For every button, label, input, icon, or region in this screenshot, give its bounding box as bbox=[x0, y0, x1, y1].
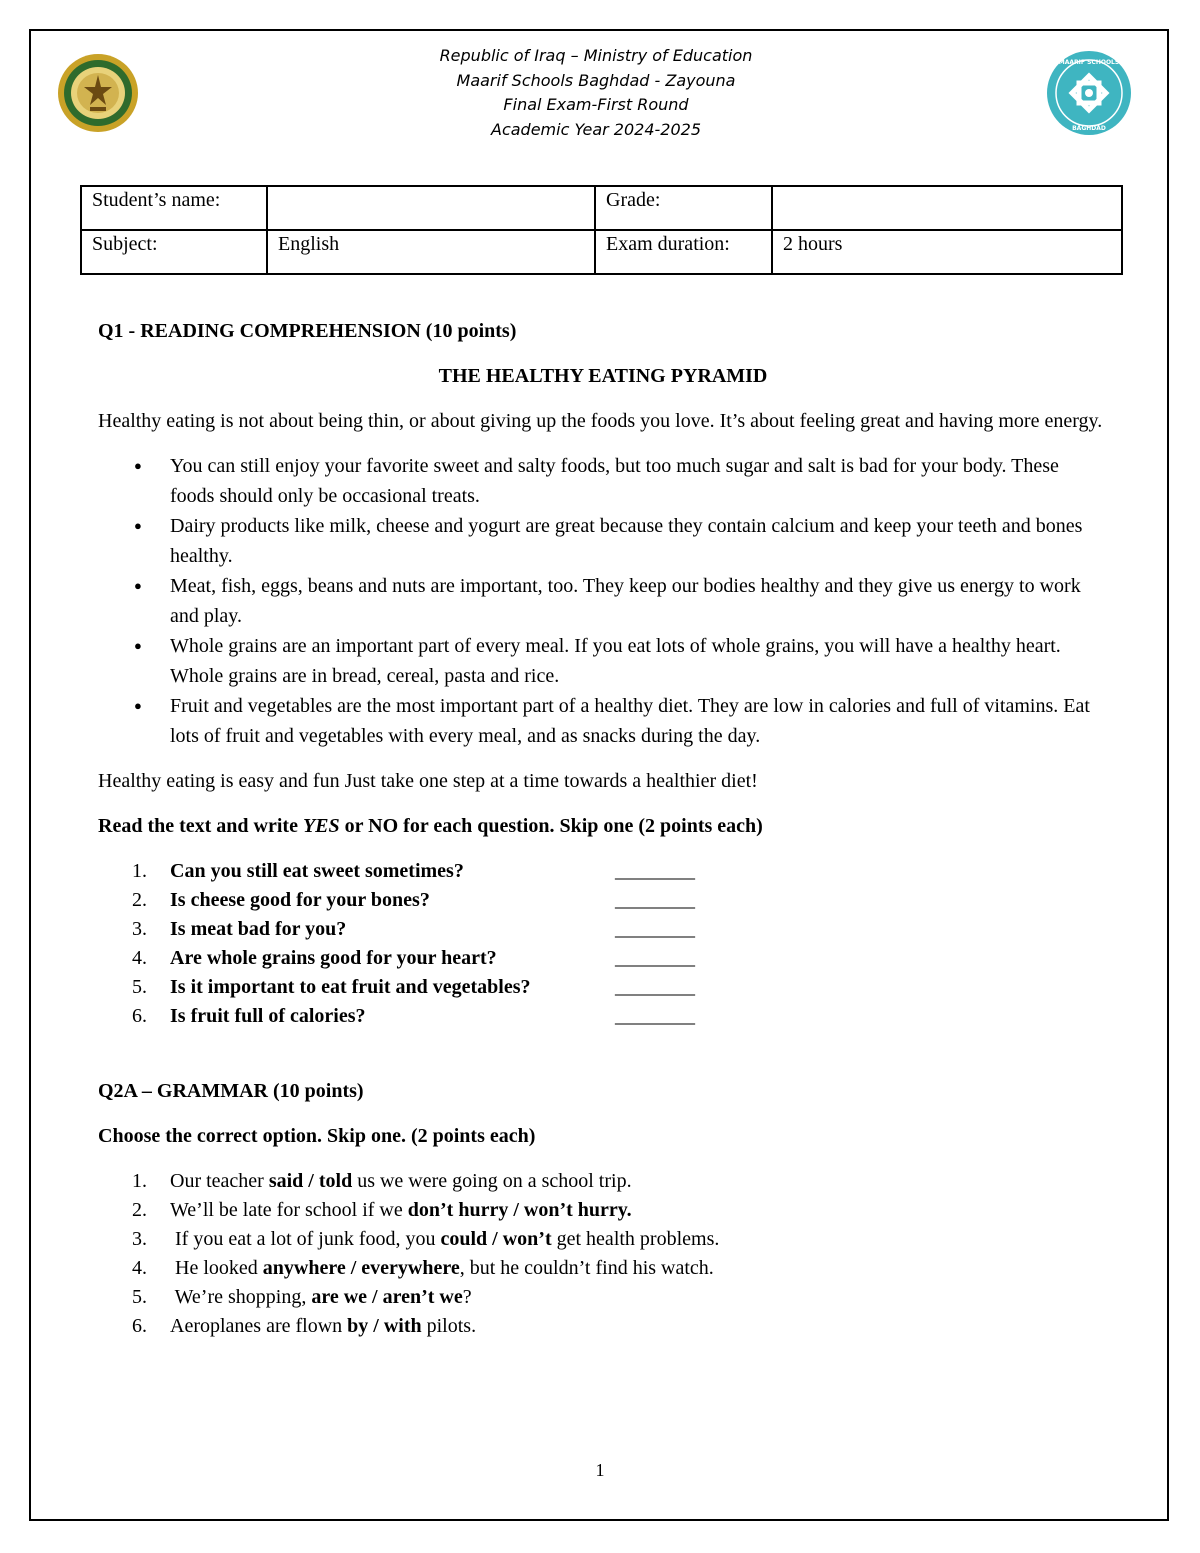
logo-text-bottom: BAGHDAD bbox=[1072, 125, 1106, 132]
answer-blank[interactable]: ________ bbox=[615, 1005, 695, 1027]
grammar-item bbox=[98, 1312, 1108, 1341]
item-number: 5. bbox=[132, 1286, 147, 1308]
item-number: 6. bbox=[132, 1315, 147, 1337]
item-pre: Aeroplanes are flown bbox=[170, 1315, 348, 1337]
item-post: , but he couldn’t find his watch. bbox=[459, 1257, 714, 1279]
q2a-heading: Q2A – GRAMMAR (10 points) bbox=[98, 1080, 364, 1102]
question-text: Can you still eat sweet sometimes? bbox=[170, 860, 464, 882]
q1-questions bbox=[98, 857, 1108, 1031]
answer-blank[interactable]: ________ bbox=[615, 889, 695, 911]
question-number: 5. bbox=[132, 976, 147, 998]
item-options[interactable]: said / told bbox=[268, 1170, 353, 1192]
maarif-schools-logo bbox=[1046, 50, 1132, 136]
answer-blank[interactable]: ________ bbox=[615, 918, 695, 940]
item-number: 3. bbox=[132, 1228, 147, 1250]
q2a-instruction: Choose the correct option. Skip one. (2 points each) bbox=[98, 1125, 536, 1147]
answer-blank[interactable]: ________ bbox=[615, 860, 695, 882]
item-options[interactable]: anywhere / everywhere bbox=[262, 1257, 460, 1279]
question-number: 4. bbox=[132, 947, 147, 969]
duration-value: 2 hours bbox=[772, 230, 1122, 274]
item-pre: We’re shopping, bbox=[170, 1286, 312, 1308]
grammar-item bbox=[98, 1167, 1108, 1196]
question-item bbox=[98, 886, 1108, 915]
list-item: ● Fruit and vegetables are the most important part of a healthy diet. They are low in calories and full of vitamins. Eat lots of fruit and vegetables with every meal, and as snacks during the day. bbox=[98, 691, 1108, 751]
grammar-item bbox=[98, 1225, 1108, 1254]
list-item: ● You can still enjoy your favorite sweet and salty foods, but too much sugar and salt is bad for your body. These foods should only be occasional treats. bbox=[98, 451, 1108, 511]
item-number: 2. bbox=[132, 1199, 147, 1221]
name-label: Student’s name: bbox=[81, 186, 267, 230]
grammar-item bbox=[98, 1283, 1108, 1312]
answer-blank[interactable]: ________ bbox=[615, 947, 695, 969]
question-text: Are whole grains good for your heart? bbox=[170, 947, 497, 969]
logo-text-top: MAARIF SCHOOLS bbox=[1058, 59, 1120, 66]
item-post: us we were going on a school trip. bbox=[352, 1170, 632, 1192]
header-ministry: Republic of Iraq – Ministry of Education bbox=[439, 46, 753, 65]
q2a-items bbox=[98, 1167, 1108, 1341]
reading-intro: Healthy eating is not about being thin, or about giving up the foods you love. It’s about feeling great and having more energy. bbox=[98, 410, 1103, 432]
item-options[interactable]: don’t hurry / won’t hurry. bbox=[407, 1199, 632, 1221]
q1-instruction bbox=[98, 811, 1108, 841]
subject-label: Subject: bbox=[81, 230, 267, 274]
item-post: get health problems. bbox=[551, 1228, 720, 1250]
item-pre: He looked bbox=[170, 1257, 263, 1279]
header-school: Maarif Schools Baghdad - Zayouna bbox=[456, 70, 736, 90]
question-number: 2. bbox=[132, 889, 147, 911]
document-header bbox=[300, 44, 892, 142]
subject-value: English bbox=[267, 230, 595, 274]
instruction-yes: YES bbox=[302, 815, 340, 837]
question-item bbox=[98, 915, 1108, 944]
question-number: 6. bbox=[132, 1005, 147, 1027]
name-field[interactable] bbox=[267, 186, 595, 230]
ministry-seal-logo bbox=[57, 53, 139, 133]
list-item: ● Whole grains are an important part of every meal. If you eat lots of whole grains, you will have a healthy heart. Whole grains are in bread, cereal, pasta and rice. bbox=[98, 631, 1108, 691]
grammar-item bbox=[98, 1254, 1108, 1283]
item-pre: We’ll be late for school if we bbox=[170, 1199, 408, 1221]
question-number: 1. bbox=[132, 860, 147, 882]
item-number: 1. bbox=[132, 1170, 147, 1192]
item-options[interactable]: are we / aren’t we bbox=[311, 1286, 463, 1308]
item-pre: Our teacher bbox=[170, 1170, 269, 1192]
question-text: Is meat bad for you? bbox=[170, 918, 347, 940]
instruction-post: or NO for each question. Skip one (2 points each) bbox=[339, 815, 763, 837]
duration-label: Exam duration: bbox=[595, 230, 772, 274]
list-item: ● Dairy products like milk, cheese and yogurt are great because they contain calcium and keep your teeth and bones healthy. bbox=[98, 511, 1108, 571]
question-item bbox=[98, 1002, 1108, 1031]
question-item bbox=[98, 973, 1108, 1002]
q1-heading: Q1 - READING COMPREHENSION (10 points) bbox=[98, 320, 517, 342]
grammar-item bbox=[98, 1196, 1108, 1225]
question-item bbox=[98, 944, 1108, 973]
item-options[interactable]: could / won’t bbox=[440, 1228, 552, 1250]
grade-label: Grade: bbox=[595, 186, 772, 230]
exam-content bbox=[98, 316, 1108, 1341]
reading-closing: Healthy eating is easy and fun Just take one step at a time towards a healthier diet! bbox=[98, 770, 758, 792]
instruction-pre: Read the text and write bbox=[98, 815, 303, 837]
reading-title: THE HEALTHY EATING PYRAMID bbox=[438, 365, 768, 387]
reading-bullets bbox=[98, 451, 1108, 751]
question-text: Is it important to eat fruit and vegetables? bbox=[170, 976, 531, 998]
header-exam: Final Exam-First Round bbox=[503, 95, 689, 114]
question-text: Is fruit full of calories? bbox=[170, 1005, 366, 1027]
page-number: 1 bbox=[595, 1460, 605, 1480]
header-year: Academic Year 2024-2025 bbox=[491, 119, 701, 139]
item-pre: If you eat a lot of junk food, you bbox=[170, 1228, 441, 1250]
question-number: 3. bbox=[132, 918, 147, 940]
list-item: ● Meat, fish, eggs, beans and nuts are important, too. They keep our bodies healthy and they give us energy to work and play. bbox=[98, 571, 1108, 631]
item-post: ? bbox=[462, 1286, 472, 1308]
question-item bbox=[98, 857, 1108, 886]
question-text: Is cheese good for your bones? bbox=[170, 889, 430, 911]
grade-field[interactable] bbox=[772, 186, 1122, 230]
item-post: pilots. bbox=[421, 1315, 477, 1337]
item-options[interactable]: by / with bbox=[347, 1315, 422, 1337]
answer-blank[interactable]: ________ bbox=[615, 976, 695, 998]
item-number: 4. bbox=[132, 1257, 147, 1279]
student-info-table bbox=[80, 185, 1123, 275]
